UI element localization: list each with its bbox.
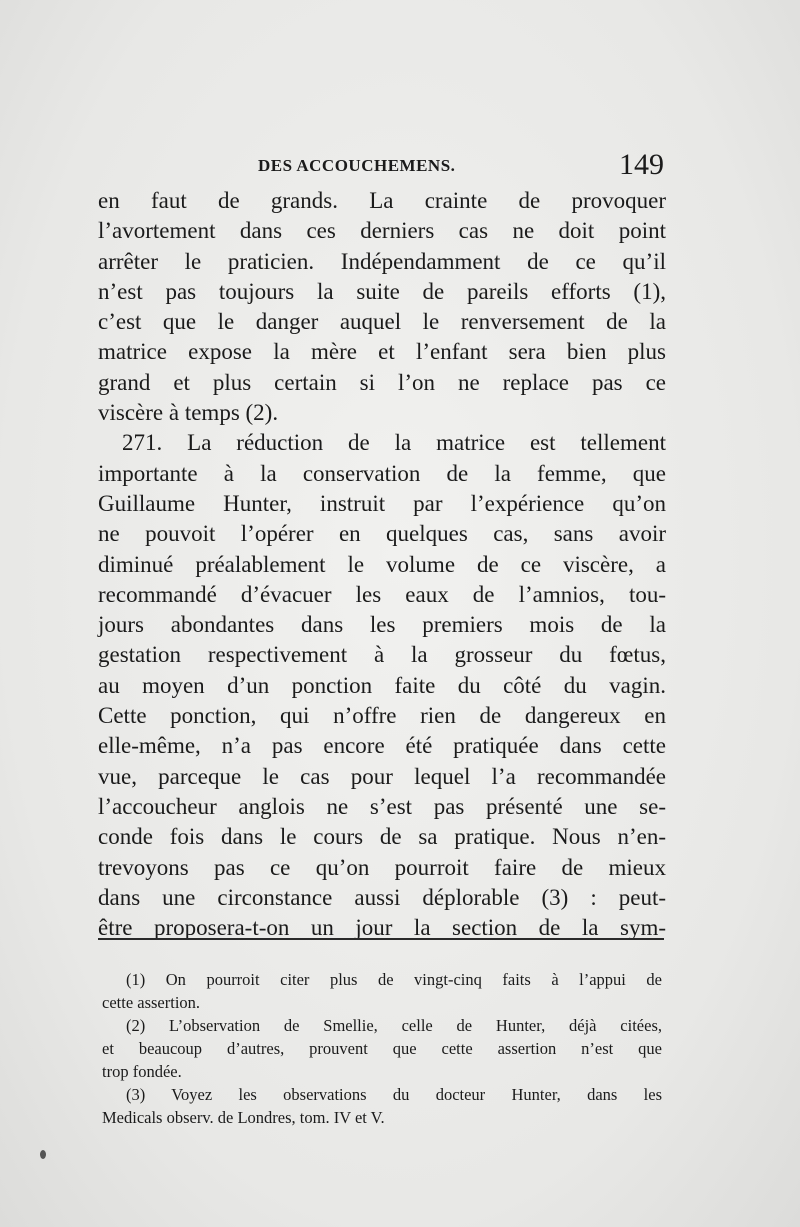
page-header xyxy=(258,150,664,184)
text-line: viscère à temps (2). xyxy=(98,400,279,426)
text-line: en faut de grands. La crainte de provoquer xyxy=(98,188,666,213)
text-line: recommandé d’évacuer les eaux de l’amnios, tou- xyxy=(98,581,666,607)
text-line: l’accoucheur anglois ne s’est pas présenté une se- xyxy=(98,793,666,819)
main-text xyxy=(98,186,666,943)
text-line: Guillaume Hunter, instruit par l’expérience qu’on xyxy=(98,490,666,516)
footnote-2: (2) L’observation de Smellie, celle de Hunter, déjà citées, xyxy=(126,1016,662,1035)
paragraph-271-start: 271. La réduction de la matrice est tellement xyxy=(122,430,666,456)
text-line: vue, parceque le cas pour lequel l’a recommandée xyxy=(98,763,666,789)
footnote-3: (3) Voyez les observations du docteur Hunter, dans les xyxy=(126,1085,662,1104)
text-line: l’avortement dans ces derniers cas ne doit point xyxy=(98,218,666,244)
text-line: matrice expose la mère et l’enfant sera bien plus xyxy=(98,339,666,365)
text-line: gestation respectivement à la grosseur du fœtus, xyxy=(98,642,666,668)
text-line: conde fois dans le cours de sa pratique. Nous n’en- xyxy=(98,824,666,850)
text-line: dans une circonstance aussi déplorable (3) : peut- xyxy=(98,884,666,910)
text-line: au moyen d’un ponction faite du côté du vagin. xyxy=(98,672,666,698)
footnote-1: (1) On pourroit citer plus de vingt-cinq faits à l’appui de xyxy=(126,970,662,989)
text-line: trevoyons pas ce qu’on pourroit faire de mieux xyxy=(98,854,666,880)
text-line: elle-même, n’a pas encore été pratiquée dans cette xyxy=(98,733,666,759)
text-line: grand et plus certain si l’on ne replace pas ce xyxy=(98,369,666,395)
footnotes xyxy=(102,968,662,1129)
text-line: ne pouvoit l’opérer en quelques cas, sans avoir xyxy=(98,521,666,547)
text-line: diminué préalablement le volume de ce viscère, a xyxy=(98,551,666,577)
footnote-2-cont: trop fondée. xyxy=(102,1062,182,1081)
text-line: Cette ponction, qui n’offre rien de dangereux en xyxy=(98,703,666,729)
text-line: arrêter le praticien. Indépendamment de ce qu’il xyxy=(98,248,666,274)
text-line: jours abondantes dans les premiers mois de la xyxy=(98,612,666,638)
text-line: n’est pas toujours la suite de pareils efforts (1), xyxy=(98,278,666,304)
text-line: importante à la conservation de la femme, que xyxy=(98,460,666,486)
running-head: DES ACCOUCHEMENS. xyxy=(258,156,456,175)
footnote-1-cont: cette assertion. xyxy=(102,993,201,1012)
text-line: c’est que le danger auquel le renversement de la xyxy=(98,309,666,335)
footnote-2-cont: et beaucoup d’autres, prouvent que cette assertion n’est que xyxy=(102,1039,662,1058)
ink-speck xyxy=(40,1150,46,1159)
footnote-rule xyxy=(98,938,664,940)
footnote-3-cont: Medicals observ. de Londres, tom. IV et V. xyxy=(102,1108,385,1127)
page-number: 149 xyxy=(619,148,664,181)
text-line: être proposera-t-on un jour la section de la sym- xyxy=(98,915,666,941)
